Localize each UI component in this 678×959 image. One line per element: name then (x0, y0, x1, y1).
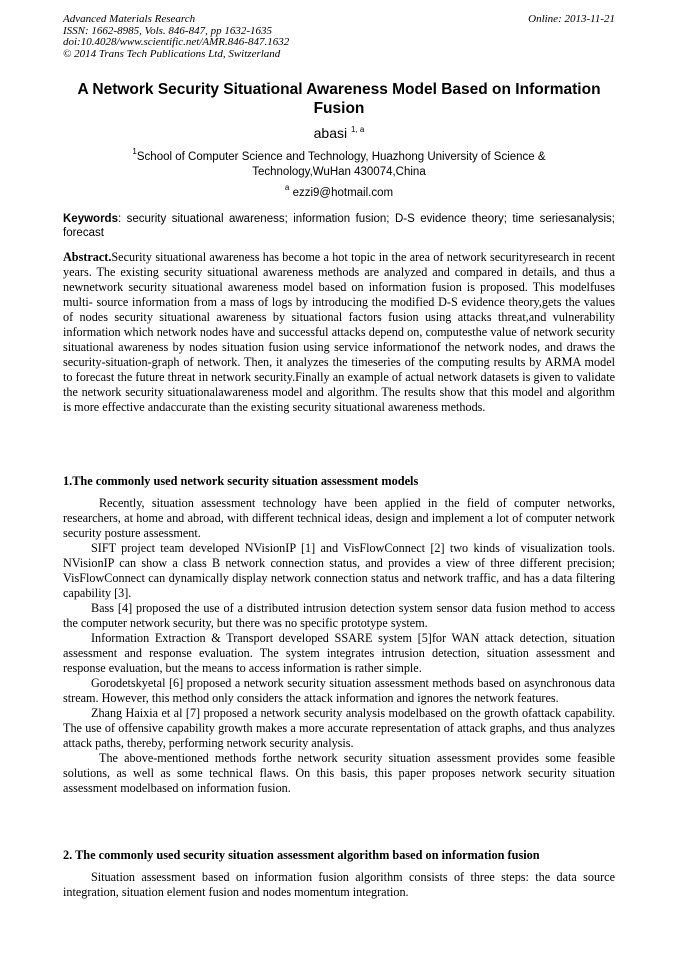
keywords-text: : security situational awareness; information fusion; D-S evidence theory; time seriesanalysis; forecast (63, 213, 615, 239)
paragraph: Bass [4] proposed the use of a distributed intrusion detection system sensor data fusion method to access the computer network security, but there was no specific prototype system. (63, 601, 615, 630)
abstract-label: Abstract. (63, 250, 112, 264)
journal-name: Advanced Materials Research (63, 13, 196, 25)
author-name: abasi (313, 125, 348, 141)
affiliation-superscript: 1 (132, 147, 137, 156)
doi-line: doi:10.4028/www.scientific.net/AMR.846-847.1632 (63, 36, 290, 48)
copyright-line: © 2014 Trans Tech Publications Ltd, Switzerland (63, 47, 281, 60)
paragraph: Recently, situation assessment technology have been applied in the field of computer networks, researchers, at home and abroad, with different technical ideas, design and implement a lot of computer network security posture assessment. (63, 496, 615, 540)
section-2-body (63, 870, 615, 900)
section-1-heading: 1.The commonly used network security situation assessment models (63, 474, 419, 488)
keywords-label: Keywords (63, 213, 118, 225)
journal-header (63, 14, 615, 60)
issn-line: ISSN: 1662-8985, Vols. 846-847, pp 1632-1635 (63, 24, 272, 37)
author-line (63, 124, 615, 142)
keywords-block (63, 212, 615, 240)
paragraph: Situation assessment based on information fusion algorithm consists of three steps: the data source integration, situation element fusion and nodes momentum integration. (63, 870, 615, 899)
paragraph: Information Extraction & Transport developed SSARE system [5]for WAN attack detection, situation assessment and response evaluation. The system integrates intrusion detection, situation assessment and response evaluation, but the means to access information is rather simple. (63, 631, 615, 675)
online-date: Online: 2013-11-21 (528, 13, 615, 25)
affiliation-text: School of Computer Science and Technology, Huazhong University of Science & Technology,WuHan 430074,China (136, 151, 546, 178)
author-superscript: 1, a (351, 125, 365, 134)
author-email (63, 183, 615, 200)
paragraph: The above-mentioned methods forthe network security situation assessment provides some feasible solutions, as well as some technical flaws. On this basis, this paper proposes network security situation assessment modelbased on information fusion. (63, 751, 615, 795)
paper-title: A Network Security Situational Awareness Model Based on Information Fusion (77, 81, 601, 117)
section-1-body (63, 496, 615, 796)
abstract-block (63, 250, 615, 415)
section-2-heading: 2. The commonly used security situation assessment algorithm based on information fusion (63, 848, 540, 862)
paragraph: Gorodetskyetal [6] proposed a network security situation assessment methods based on asynchronous data stream. However, this method only considers the attack information and ignores the network features. (63, 676, 615, 705)
affiliation (95, 147, 583, 180)
email-address: ezzi9@hotmail.com (292, 187, 394, 199)
abstract-text: Security situational awareness has become a hot topic in the area of network securityresearch in recent years. The existing security situational awareness methods are analyzed and compared in details, and thus a newnetwork security situational awareness model based on information fusion is proposed. This modelfuses multi- source information from a mass of logs by introducing the modified D-S evidence theory,gets the values of nodes security situational awareness by situational factors fusion using attacks threat,and vulnerability information which network nodes have and successful attacks depend on, computesthe value of network security situational awareness by nodes situation fusion using service informationof the network nodes, and draws the security-situation-graph of network. Then, it analyzes the timeseries of the computing results by ARMA model to forecast the future threat in network security.Finally an example of actual network datasets is given to validate the network security situationalawareness model and algorithm. The results show that this model and algorithm is more effective andaccurate than the existing security situational awareness methods. (63, 250, 615, 414)
paragraph: Zhang Haixia et al [7] proposed a network security analysis modelbased on the growth ofattack capability. The use of offensive capability growth makes a more accurate representation of attack graphs, and thus analyzes attack paths, thereby, performing network security analysis. (63, 706, 615, 750)
email-superscript: a (284, 183, 290, 192)
paragraph: SIFT project team developed NVisionIP [1] and VisFlowConnect [2] two kinds of visualization tools. NVisionIP can show a class B network connection status, and provides a view of three different precision; VisFlowConnect can dynamically display network connection status and network traffic, and has a data filtering capability [3]. (63, 541, 615, 600)
